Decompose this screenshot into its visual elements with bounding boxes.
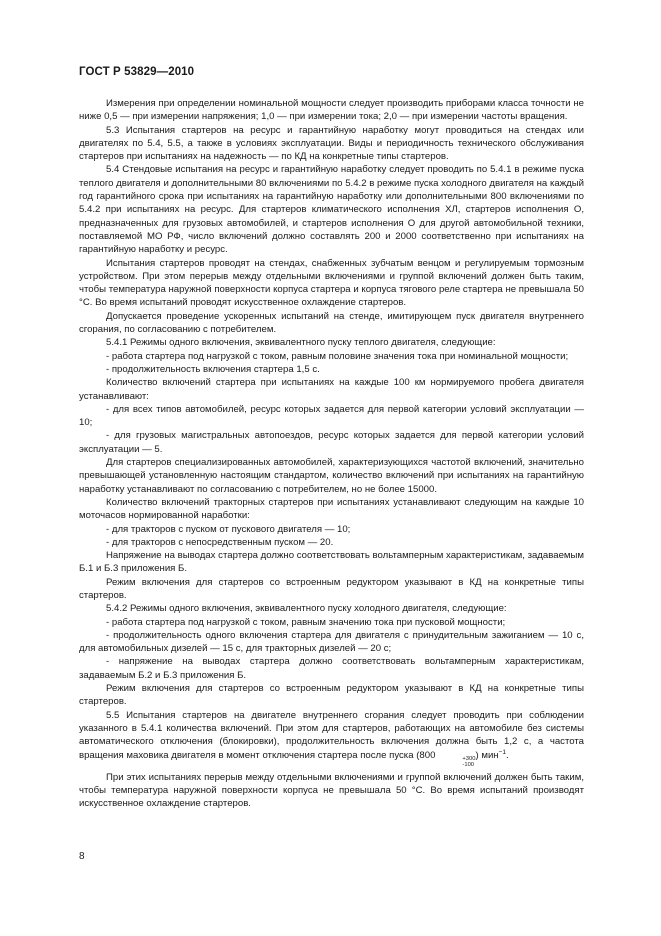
paragraph-with-formula: [79, 709, 584, 768]
tolerance-lower: -100: [462, 761, 475, 768]
list-item: - продолжительность одного включения стартера для двигателя с принудительным зажиганием — 10 с, для автомобильных дизелей — 15 с, для тракторных дизелей — 20 с;: [79, 629, 584, 655]
list-item: - работа стартера под нагрузкой с током, равным значению тока при пусковой мощности;: [106, 616, 506, 628]
unit-exponent: −1: [498, 748, 507, 756]
list-item: - продолжительность включения стартера 1,5 с.: [106, 363, 320, 375]
document-body: [79, 94, 584, 810]
paragraph: Измерения при определении номинальной мощности следует производить приборами класса точности не ниже 0,5 — при измерении напряжения; 1,0 — при измерении тока; 2,0 — при измерении частоты вращения.: [79, 98, 584, 123]
unit-text: ) мин: [475, 749, 499, 761]
list-item: - для тракторов с пуском от пускового двигателя — 10;: [106, 523, 351, 535]
paragraph: Количество включений тракторных стартеров при испытаниях устанавливают следующим на каждые 10 моточасов нормированной наработки:: [79, 496, 584, 522]
paragraph: Количество включений стартера при испытаниях на каждые 100 км нормируемого пробега двигателя устанавливают:: [79, 377, 584, 402]
page-number: 8: [79, 851, 85, 862]
formula-end: .: [506, 749, 509, 761]
tolerance-fraction: [435, 756, 475, 768]
paragraph-text: 5.5 Испытания стартеров на двигателе внутреннего сгорания следует проводить при соблюдении указанного в 5.4.1 количества включений. При этом для стартеров, работающих на автомобиле без системы автоматического отключения (блокировки), продолжительность включения должна быть 1,2 с, а частота вращения маховика двигателя в момент отключения стартера после пуска (800: [79, 709, 584, 761]
list-item: - для тракторов с непосредственным пуском — 20.: [106, 536, 334, 548]
list-item: - для грузовых магистральных автопоездов, ресурс которых задается для первой категории условий эксплуатации — 5.: [79, 430, 584, 455]
list-item: - работа стартера под нагрузкой с током, равным половине значения тока при номинальной мощности;: [106, 350, 569, 362]
list-item: - для всех типов автомобилей, ресурс которых задается для первой категории условий эксплуатации — 10;: [79, 403, 584, 429]
paragraph: При этих испытаниях перерыв между отдельными включениями и группой включений должен быть таким, чтобы температура наружной поверхности корпуса не превышала 50 °С. Во время испытаний производят искусственное охлаждение стартеров.: [79, 771, 584, 810]
paragraph: 5.4.2 Режимы одного включения, эквивалентного пуску холодного двигателя, следующие:: [106, 603, 507, 615]
paragraph: 5.4.1 Режимы одного включения, эквивалентного пуску теплого двигателя, следующие:: [106, 337, 496, 349]
paragraph: Испытания стартеров проводят на стендах, снабженных зубчатым венцом и регулируемым тормозным устройством. При этом перерыв между отдельными включениями и группой включений должен быть таким, чтобы температура наружной поверхности корпуса стартера и корпуса тягового реле стартера не превышала 50 °С. Во время испытаний проводят искусственное охлаждение стартеров.: [79, 257, 584, 309]
tolerance-upper: +300: [462, 755, 476, 762]
paragraph: Режим включения для стартеров со встроенным редуктором указывают в КД на конкретные типы стартеров.: [79, 576, 584, 601]
paragraph: Для стартеров специализированных автомобилей, характеризующихся частотой включений, значительно превышающей установленную настоящим стандартом, количество включений при испытаниях на гарантийную наработку устанавливают по согласованию с потребителем, но не более 15000.: [79, 457, 584, 495]
paragraph: 5.3 Испытания стартеров на ресурс и гарантийную наработку могут проводиться на стендах или двигателях по 5.4, 5.5, а также в условиях эксплуатации. Виды и периодичность технического обслуживания стартеров при испытаниях на надежность — по КД на конкретные типы стартеров.: [79, 124, 584, 163]
paragraph: Режим включения для стартеров со встроенным редуктором указывают в КД на конкретные типы стартеров.: [79, 683, 584, 708]
list-item: - напряжение на выводах стартера должно соответствовать вольтамперным характеристикам, задаваемым Б.2 и Б.3 приложения Б.: [79, 656, 584, 681]
paragraph: 5.4 Стендовые испытания на ресурс и гарантийную наработку следует проводить по 5.4.1 в режиме пуска теплого двигателя и дополнительными 80 включениями по 5.4.2 в режиме пуска холодного двигателя на каждый год гарантийного срока при испытаниях на гарантийную наработку или дополнительными 800 включениями по 5.4.2 при испытаниях на ресурс. Для стартеров климатического исполнения ХЛ, стартеров исполнения О, предназначенных для грузовых автомобилей, и стартеров исполнения О для другой автомобильной техники, поставляемой МО РФ, число включений должно составлять 200 и 2000 соответственно при испытаниях на гарантийную наработку и ресурс.: [79, 164, 584, 256]
paragraph: Напряжение на выводах стартера должно соответствовать вольтамперным характеристикам, задаваемым Б.1 и Б.3 приложения Б.: [79, 550, 584, 575]
paragraph: Допускается проведение ускоренных испытаний на стенде, имитирующем пуск двигателя внутреннего сгорания, по согласованию с потребителем.: [79, 310, 584, 336]
page-header: ГОСТ Р 53829—2010: [79, 66, 195, 78]
